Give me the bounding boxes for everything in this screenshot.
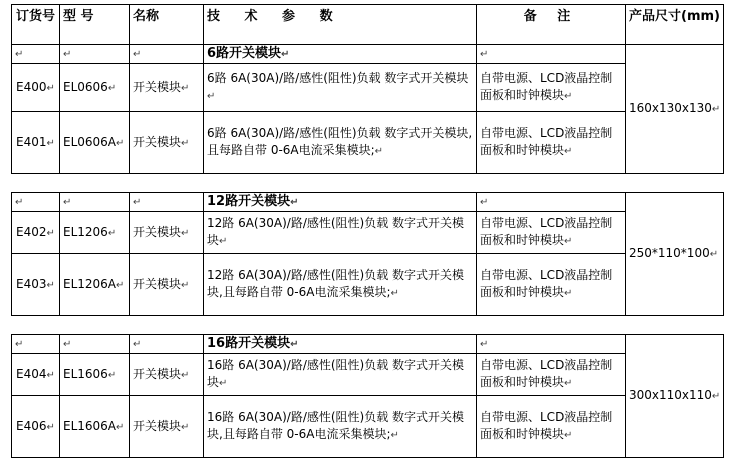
- section-row-12: [12, 193, 724, 212]
- return-mark-glyph: ↵: [181, 369, 190, 381]
- header-name: 名称: [130, 5, 204, 45]
- order-cell: E406↵: [12, 396, 60, 458]
- tech-cell: 12路 6A(30A)/路/感性(阻性)负载 数字式开关模块,且每路自带 0-6A电流采集模块;↵: [204, 254, 477, 316]
- return-mark-glyph: ↵: [46, 279, 55, 291]
- return-mark-glyph: ↵: [207, 91, 216, 102]
- return-mark-glyph: ↵: [711, 391, 721, 402]
- name-cell: 开关模块↵: [130, 396, 204, 458]
- size-cell: 300x110x110↵: [626, 335, 724, 458]
- return-mark-glyph: ↵: [46, 227, 55, 239]
- return-mark-glyph: ↵: [133, 49, 142, 60]
- note-cell: 自带电源、LCD液晶控制面板和时钟模块↵: [477, 396, 626, 458]
- name-cell: 开关模块↵: [130, 354, 204, 396]
- header-order-no: 订货号: [12, 5, 60, 45]
- table-row: [12, 212, 724, 254]
- return-mark-glyph: ↵: [219, 378, 228, 389]
- return-mark-glyph: ↵: [564, 236, 573, 247]
- return-mark-glyph: ↵: [181, 227, 190, 239]
- return-mark-glyph: ↵: [181, 279, 190, 291]
- return-mark-glyph: ↵: [564, 430, 573, 441]
- table-row: [12, 354, 724, 396]
- return-mark-glyph: ↵: [63, 49, 72, 60]
- header-model: 型 号: [60, 5, 130, 45]
- spacer-row: [12, 316, 724, 335]
- return-mark-glyph: ↵: [181, 137, 190, 149]
- note-cell: 自带电源、LCD液晶控制面板和时钟模块↵: [477, 112, 626, 174]
- return-mark-glyph: ↵: [181, 421, 190, 433]
- return-mark-glyph: ↵: [290, 197, 299, 208]
- header-tech: 技 术 参 数: [204, 5, 477, 45]
- return-mark-glyph: ↵: [711, 104, 721, 115]
- return-mark-glyph: ↵: [564, 146, 573, 157]
- header-size: 产品尺寸(mm): [626, 5, 724, 45]
- model-cell: EL1206A↵: [60, 254, 130, 316]
- return-mark-glyph: ↵: [564, 378, 573, 389]
- product-table: [11, 4, 724, 458]
- return-mark-glyph: ↵: [219, 236, 228, 247]
- name-cell: 开关模块↵: [130, 212, 204, 254]
- return-mark-glyph: ↵: [564, 288, 573, 299]
- tech-cell: 16路 6A(30A)/路/感性(阻性)负载 数字式开关模块,且每路自带 0-6A电流采集模块;↵: [204, 396, 477, 458]
- order-cell: E403↵: [12, 254, 60, 316]
- return-mark-glyph: ↵: [107, 369, 117, 381]
- return-mark-glyph: ↵: [63, 197, 72, 208]
- tech-cell: 12路 6A(30A)/路/感性(阻性)负载 数字式开关模块↵: [204, 212, 477, 254]
- order-cell: E404↵: [12, 354, 60, 396]
- header-row: [12, 5, 724, 45]
- model-cell: EL1606A↵: [60, 396, 130, 458]
- note-cell: 自带电源、LCD液晶控制面板和时钟模块↵: [477, 354, 626, 396]
- tech-cell: 16路 6A(30A)/路/感性(阻性)负载 数字式开关模块↵: [204, 354, 477, 396]
- spacer-row: [12, 174, 724, 193]
- note-cell: 自带电源、LCD液晶控制面板和时钟模块↵: [477, 212, 626, 254]
- model-cell: EL1606↵: [60, 354, 130, 396]
- section-title: 12路开关模块↵: [204, 193, 477, 212]
- order-cell: E402↵: [12, 212, 60, 254]
- return-mark-glyph: ↵: [63, 339, 72, 350]
- return-mark-glyph: ↵: [181, 82, 190, 94]
- name-cell: 开关模块↵: [130, 112, 204, 174]
- model-cell: EL1206↵: [60, 212, 130, 254]
- return-mark-glyph: ↵: [15, 339, 24, 350]
- return-mark-glyph: ↵: [116, 421, 125, 433]
- name-cell: 开关模块↵: [130, 64, 204, 112]
- name-cell: 开关模块↵: [130, 254, 204, 316]
- return-mark-glyph: ↵: [564, 91, 573, 102]
- return-mark-glyph: ↵: [15, 49, 24, 60]
- header-note: 备 注: [477, 5, 626, 45]
- return-mark-glyph: ↵: [107, 82, 117, 94]
- size-cell: 160x130x130↵: [626, 45, 724, 174]
- section-row-16: [12, 335, 724, 354]
- return-mark-glyph: ↵: [133, 339, 142, 350]
- section-title: 16路开关模块↵: [204, 335, 477, 354]
- return-mark-glyph: ↵: [133, 197, 142, 208]
- section-title: 6路开关模块↵: [204, 45, 477, 64]
- return-mark-glyph: ↵: [374, 146, 384, 157]
- size-cell: 250*110*100↵: [626, 193, 724, 316]
- tech-cell: 6路 6A(30A)/路/感性(阻性)负载 数字式开关模块↵: [204, 64, 477, 112]
- table-row: [12, 64, 724, 112]
- return-mark-glyph: ↵: [290, 339, 299, 350]
- return-mark-glyph: ↵: [709, 249, 719, 260]
- return-mark-glyph: ↵: [46, 82, 55, 94]
- return-mark-glyph: ↵: [390, 288, 399, 299]
- return-mark-glyph: ↵: [116, 137, 125, 149]
- section-row-6: [12, 45, 724, 64]
- note-cell: 自带电源、LCD液晶控制面板和时钟模块↵: [477, 64, 626, 112]
- return-mark-glyph: ↵: [15, 197, 24, 208]
- order-cell: E400↵: [12, 64, 60, 112]
- return-mark-glyph: ↵: [46, 369, 55, 381]
- order-cell: E401↵: [12, 112, 60, 174]
- note-cell: 自带电源、LCD液晶控制面板和时钟模块↵: [477, 254, 626, 316]
- model-cell: EL0606A↵: [60, 112, 130, 174]
- return-mark-glyph: ↵: [116, 279, 125, 291]
- return-mark-glyph: ↵: [281, 49, 290, 60]
- return-mark-glyph: ↵: [107, 227, 117, 239]
- return-mark-glyph: ↵: [390, 430, 399, 441]
- model-cell: EL0606↵: [60, 64, 130, 112]
- tech-cell: 6路 6A(30A)/路/感性(阻性)负载 数字式开关模块,且每路自带 0-6A电流采集模块;↵: [204, 112, 477, 174]
- return-mark-glyph: ↵: [46, 137, 55, 149]
- return-mark-glyph: ↵: [480, 49, 489, 60]
- return-mark-glyph: ↵: [480, 197, 489, 208]
- table-row: [12, 396, 724, 458]
- table-row: [12, 254, 724, 316]
- return-mark-glyph: ↵: [480, 339, 489, 350]
- table-row: [12, 112, 724, 174]
- return-mark-glyph: ↵: [46, 421, 55, 433]
